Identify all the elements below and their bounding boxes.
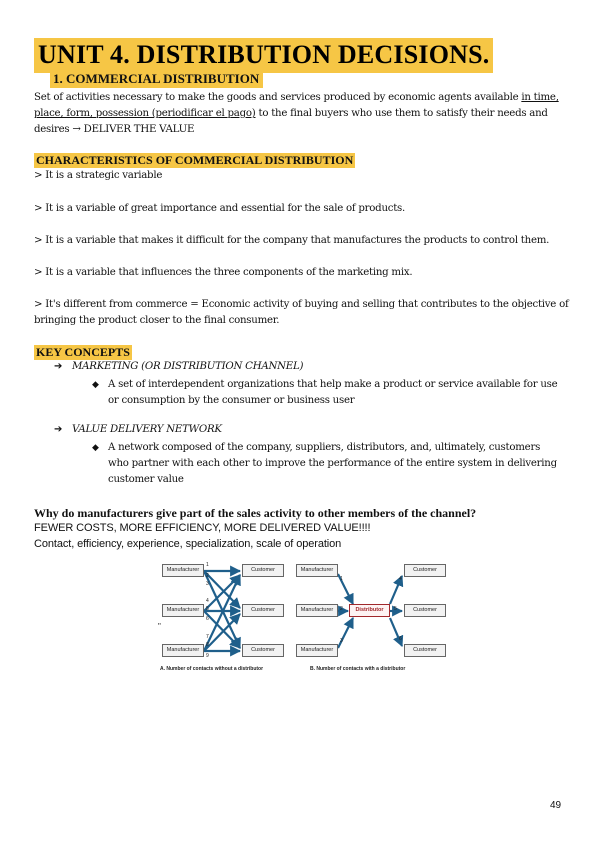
contact-number: 7 xyxy=(206,634,209,640)
contact-number: 3 xyxy=(206,581,209,587)
distributor-contacts-diagram xyxy=(150,556,450,678)
page-title: UNIT 4. DISTRIBUTION DECISIONS. xyxy=(34,38,493,73)
characteristic-item: > It is a strategic variable xyxy=(34,170,163,181)
definition-text-end: to the final buyers who use them to satisfy their needs and desires → DELIVER THE VALUE xyxy=(34,108,548,135)
key-concept-term-value-delivery-network: ➔ VALUE DELIVERY NETWORK xyxy=(54,424,222,435)
contact-arrow xyxy=(204,614,240,651)
customer-box: Customer xyxy=(242,564,284,577)
manufacturer-box: Manufacturer xyxy=(296,644,338,657)
manufacturer-box: Manufacturer xyxy=(162,604,204,617)
customer-box: Customer xyxy=(242,644,284,657)
section-heading-commercial-distribution: 1. COMMERCIAL DISTRIBUTION xyxy=(50,70,263,88)
answer-line-2: Contact, efficiency, experience, specialization, scale of operation xyxy=(34,538,342,550)
question-text: Why do manufacturers give part of the sales activity to other members of the channel? xyxy=(34,506,477,520)
contact-arrow xyxy=(204,611,240,648)
arrow-bullet-icon: ➔ xyxy=(54,424,63,435)
contact-number: 5 xyxy=(206,606,209,612)
left-contact-arrows xyxy=(204,571,240,651)
diagram-caption-b: B. Number of contacts with a distributor xyxy=(310,666,406,672)
manufacturer-box: Manufacturer xyxy=(296,604,338,617)
key-concept-term-marketing-channel: ➔ MARKETING (OR DISTRIBUTION CHANNEL) xyxy=(54,361,304,372)
customer-box: Customer xyxy=(404,604,446,617)
contact-number: 6 xyxy=(399,636,402,642)
contact-arrow xyxy=(204,575,240,651)
contact-number: 6 xyxy=(206,616,209,622)
diamond-bullet-icon: ◆ xyxy=(92,380,99,390)
contact-number: 1 xyxy=(340,576,343,582)
manufacturer-box: Manufacturer xyxy=(162,564,204,577)
distributor-box: Distributor xyxy=(349,604,390,617)
manufacturer-box: Manufacturer xyxy=(162,644,204,657)
arrow-bullet-icon: ➔ xyxy=(54,361,63,372)
contact-number: 8 xyxy=(206,642,209,648)
page-number: 49 xyxy=(550,800,562,811)
key-concepts-heading: KEY CONCEPTS xyxy=(36,345,130,359)
contact-number: 4 xyxy=(399,576,402,582)
characteristics-heading: CHARACTERISTICS OF COMMERCIAL DISTRIBUTION xyxy=(36,153,354,167)
manufacturer-box: Manufacturer xyxy=(296,564,338,577)
customer-box: Customer xyxy=(404,644,446,657)
definition-paragraph xyxy=(34,90,564,138)
contact-number: 4 xyxy=(206,598,209,604)
contact-number: 9 xyxy=(206,653,209,659)
stray-mark: " xyxy=(158,622,161,631)
diagram-caption-a: A. Number of contacts without a distributor xyxy=(160,666,264,672)
customer-box: Customer xyxy=(404,564,446,577)
characteristic-item: > It is a variable that makes it difficult for the company that manufactures the products to control them. xyxy=(34,235,550,246)
diamond-bullet-icon: ◆ xyxy=(92,443,99,453)
definition-underlined-text: in time, place, form, possession (periodificar el pago) xyxy=(34,92,559,119)
contact-number: 3 xyxy=(340,638,343,644)
contact-arrow xyxy=(204,571,240,608)
contact-number: 2 xyxy=(340,606,343,612)
key-concept-definition-value-delivery-network: ◆ A network composed of the company, suppliers, distributors, and, ultimately, customers who partner with each other to improve the performance of the entire system in delivering customer value xyxy=(92,442,557,485)
contact-number: 5 xyxy=(394,606,397,612)
definition-text-start: Set of activities necessary to make the goods and services produced by economic agents available xyxy=(34,92,522,103)
answer-line-1: FEWER COSTS, MORE EFFICIENCY, MORE DELIVERED VALUE!!!! xyxy=(34,522,371,534)
contact-number: 1 xyxy=(206,562,209,568)
key-concept-definition-marketing-channel: ◆ A set of interdependent organizations that help make a product or service available for use or consumption by the consumer or business user xyxy=(92,379,558,406)
customer-box: Customer xyxy=(242,604,284,617)
contact-number: 2 xyxy=(206,573,209,579)
characteristic-item: > It is a variable that influences the three components of the marketing mix. xyxy=(34,267,413,278)
characteristic-item: > It is a variable of great importance and essential for the sale of products. xyxy=(34,203,406,214)
contact-arrow xyxy=(204,571,240,648)
characteristic-item: > It's different from commerce = Economic activity of buying and selling that contributes to the objective of bringing the product closer to the final consumer. xyxy=(34,299,569,326)
